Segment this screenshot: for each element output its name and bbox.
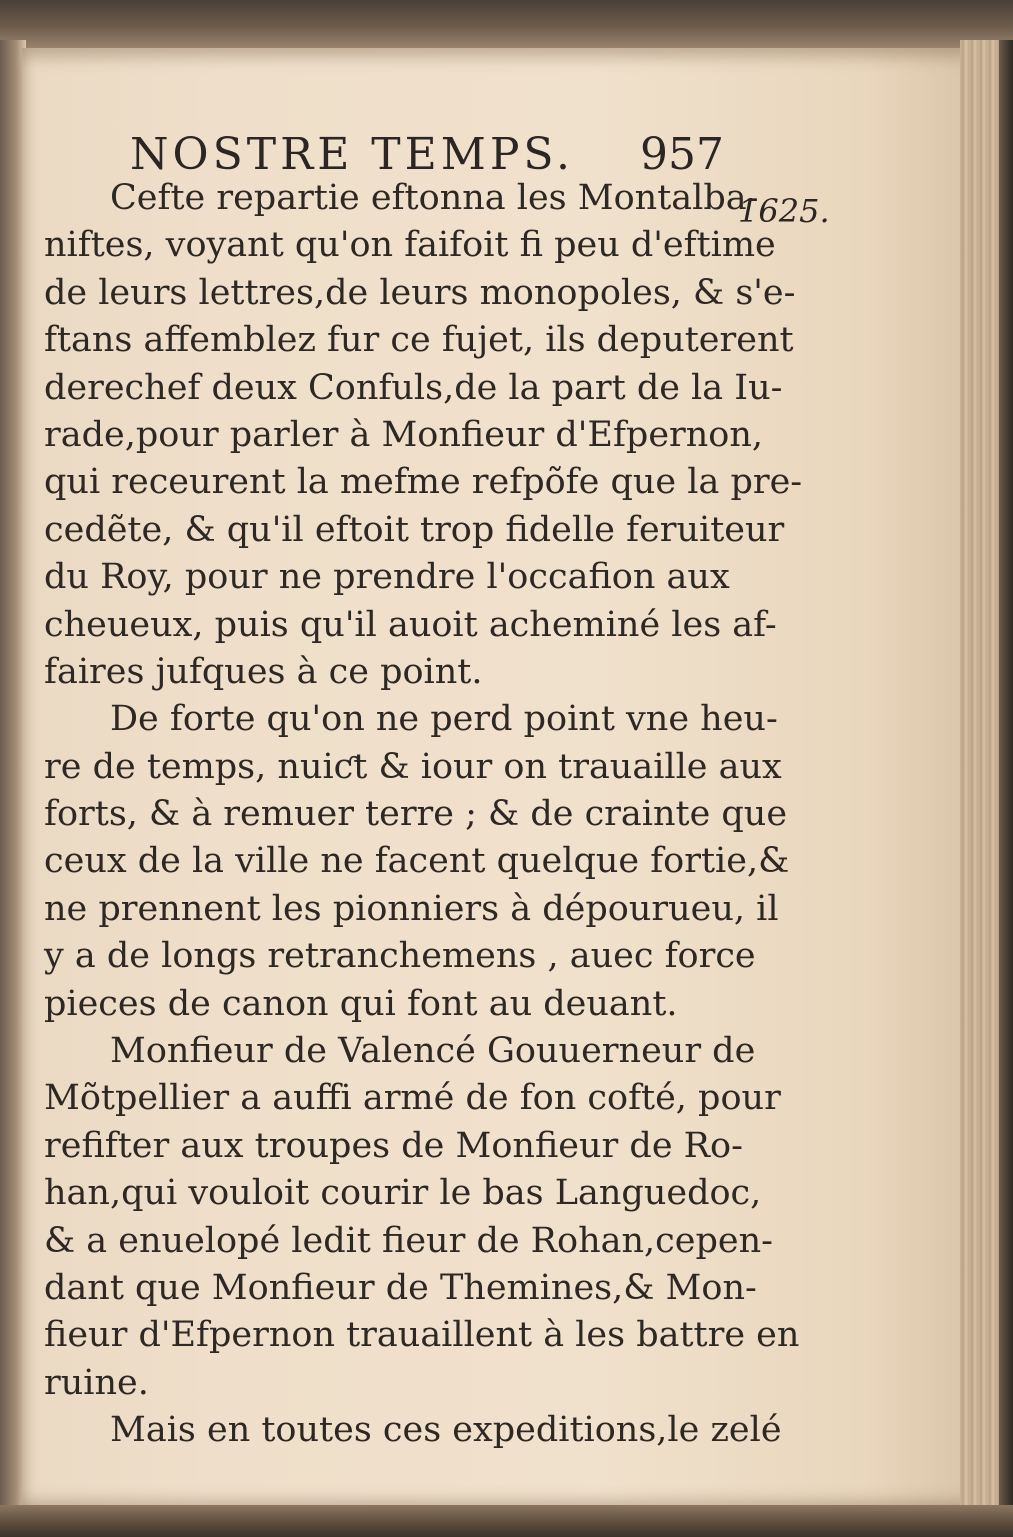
text-line: du Roy, pour ne prendre l'occafion aux — [44, 557, 730, 598]
text-line: y a de longs retranchemens , auec force — [44, 936, 756, 977]
text-line: derechef deux Confuls,de la part de la Iu- — [44, 367, 783, 408]
book-top-edge — [0, 0, 1013, 50]
page-number: 957 — [640, 129, 724, 180]
margin-note-year: 1625. — [738, 192, 830, 230]
text-line: de leurs lettres,de leurs monopoles, & s'e- — [44, 272, 796, 313]
book-fore-edge — [960, 40, 1013, 1520]
text-line: cheueux, puis qu'il auoit acheminé les af- — [44, 604, 777, 645]
text-line: pieces de canon qui font au deuant. — [44, 983, 678, 1024]
text-line: refifter aux troupes de Monfieur de Ro- — [44, 1125, 743, 1166]
text-line: Mais en toutes ces expeditions,le zelé — [110, 1410, 782, 1451]
text-line: De forte qu'on ne perd point vne heu- — [110, 699, 778, 740]
text-line: qui receurent la mefme refpõfe que la pre- — [44, 462, 803, 503]
text-line: han,qui vouloit courir le bas Languedoc, — [44, 1173, 762, 1214]
text-line: ftans affemblez fur ce fujet, ils deputerent — [44, 320, 794, 361]
running-title: NOSTRE TEMPS. — [130, 129, 574, 180]
text-line: Cefte repartie eftonna les Montalba- — [110, 178, 759, 218]
text-line: re de temps, nuiƈt & iour on trauaille aux — [44, 746, 782, 787]
text-line: forts, & à remuer terre ; & de crainte que — [44, 794, 788, 835]
text-line: rade,pour parler à Monfieur d'Efpernon, — [44, 414, 764, 455]
text-line: Monfieur de Valencé Gouuerneur de — [110, 1031, 756, 1072]
text-line: niftes, voyant qu'on faifoit fi peu d'eftime — [44, 225, 776, 266]
text-line: fieur d'Efpernon trauaillent à les battre en — [44, 1315, 800, 1356]
text-line: & a enuelopé ledit fieur de Rohan,cepen- — [44, 1220, 773, 1261]
text-line: Mõtpellier a auffi armé de fon cofté, pour — [44, 1078, 781, 1119]
text-line: ceux de la ville ne facent quelque fortie,& — [44, 841, 790, 882]
text-line: cedẽte, & qu'il eftoit trop fidelle feruiteur — [44, 509, 785, 550]
text-line: ruine. — [44, 1362, 149, 1403]
book-bottom-edge — [0, 1505, 1013, 1537]
text-line: dant que Monfieur de Themines,& Mon- — [44, 1267, 757, 1308]
text-line: faires jufques à ce point. — [44, 651, 483, 692]
text-line: ne prennent les pionniers à dépourueu, il — [44, 888, 779, 929]
